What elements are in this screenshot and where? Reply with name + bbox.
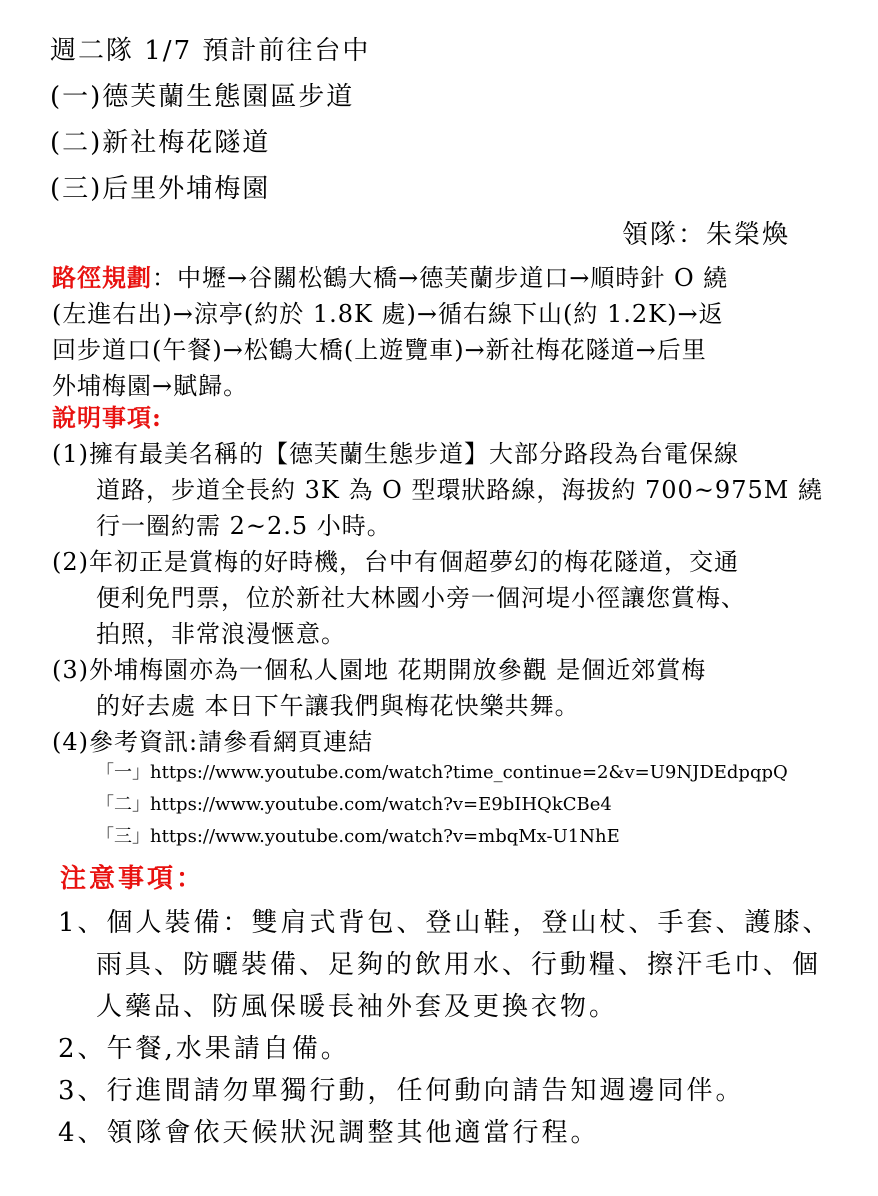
- explain-heading: 說明事項:: [52, 403, 162, 432]
- explain-item-1-line-2: 道路，步道全長約 3K 為 O 型環狀路線，海拔約 700~975M 繞: [96, 476, 823, 504]
- notice-item-3: 3、行進間請勿單獨行動，任何動向請告知週邊同伴。: [58, 1076, 745, 1106]
- destination-3: (三)后里外埔梅園: [50, 174, 271, 204]
- leader-name: 領隊：朱榮煥: [622, 220, 791, 250]
- route-text-1: ：中壢→谷關松鶴大橋→德芙蘭步道口→順時針 O 繞: [152, 264, 729, 292]
- notice-item-1-line-2: 雨具、防曬裝備、足夠的飲用水、行動糧、擦汗毛巾、個: [96, 950, 822, 980]
- document-title: 週二隊 1/7 預計前往台中: [50, 36, 371, 66]
- notice-item-2: 2、午餐,水果請自備。: [58, 1034, 350, 1064]
- reference-link-1[interactable]: 「一」https://www.youtube.com/watch?time_continue=2&v=U9NJDEdpqpQ: [96, 762, 788, 783]
- reference-link-2[interactable]: 「二」https://www.youtube.com/watch?v=E9bIHQkCBe4: [96, 794, 612, 815]
- explain-item-3-line-2: 的好去處 本日下午讓我們與梅花快樂共舞。: [96, 692, 580, 720]
- explain-item-3-line-1: (3)外埔梅園亦為一個私人園地 花期開放參觀 是個近郊賞梅: [52, 656, 707, 684]
- explain-item-2-line-1: (2)年初正是賞梅的好時機，台中有個超夢幻的梅花隧道，交通: [52, 548, 739, 576]
- explain-item-2-line-3: 拍照，非常浪漫愜意。: [96, 620, 346, 648]
- explain-item-2-line-2: 便利免門票，位於新社大林國小旁一個河堤小徑讓您賞梅、: [96, 584, 746, 612]
- destination-1: (一)德芙蘭生態園區步道: [50, 82, 355, 112]
- route-line-4: 外埔梅園→賦歸。: [52, 372, 249, 400]
- notice-item-1-line-3: 人藥品、防風保暖長袖外套及更換衣物。: [96, 992, 619, 1022]
- route-line-2: (左進右出)→涼亭(約於 1.8K 處)→循右線下山(約 1.2K)→返: [52, 300, 724, 328]
- reference-link-3[interactable]: 「三」https://www.youtube.com/watch?v=mbqMx-U1NhE: [96, 826, 620, 847]
- notice-heading: 注意事項：: [60, 864, 206, 894]
- route-heading: 路徑規劃: [52, 263, 152, 292]
- explain-item-4: (4)參考資訊:請參看網頁連結: [52, 728, 374, 756]
- explain-item-1-line-3: 行一圈約需 2~2.5 小時。: [96, 512, 392, 540]
- route-line-3: 回步道口(午餐)→松鶴大橋(上遊覽車)→新社梅花隧道→后里: [52, 336, 707, 364]
- notice-item-4: 4、領隊會依天候狀況調整其他適當行程。: [58, 1118, 600, 1148]
- notice-item-1-line-1: 1、個人裝備：雙肩式背包、登山鞋，登山杖、手套、護膝、: [58, 908, 832, 938]
- explain-item-1-line-1: (1)擁有最美名稱的【德芙蘭生態步道】大部分路段為台電保線: [52, 440, 739, 468]
- route-line-1: [52, 258, 728, 293]
- destination-2: (二)新社梅花隧道: [50, 128, 271, 158]
